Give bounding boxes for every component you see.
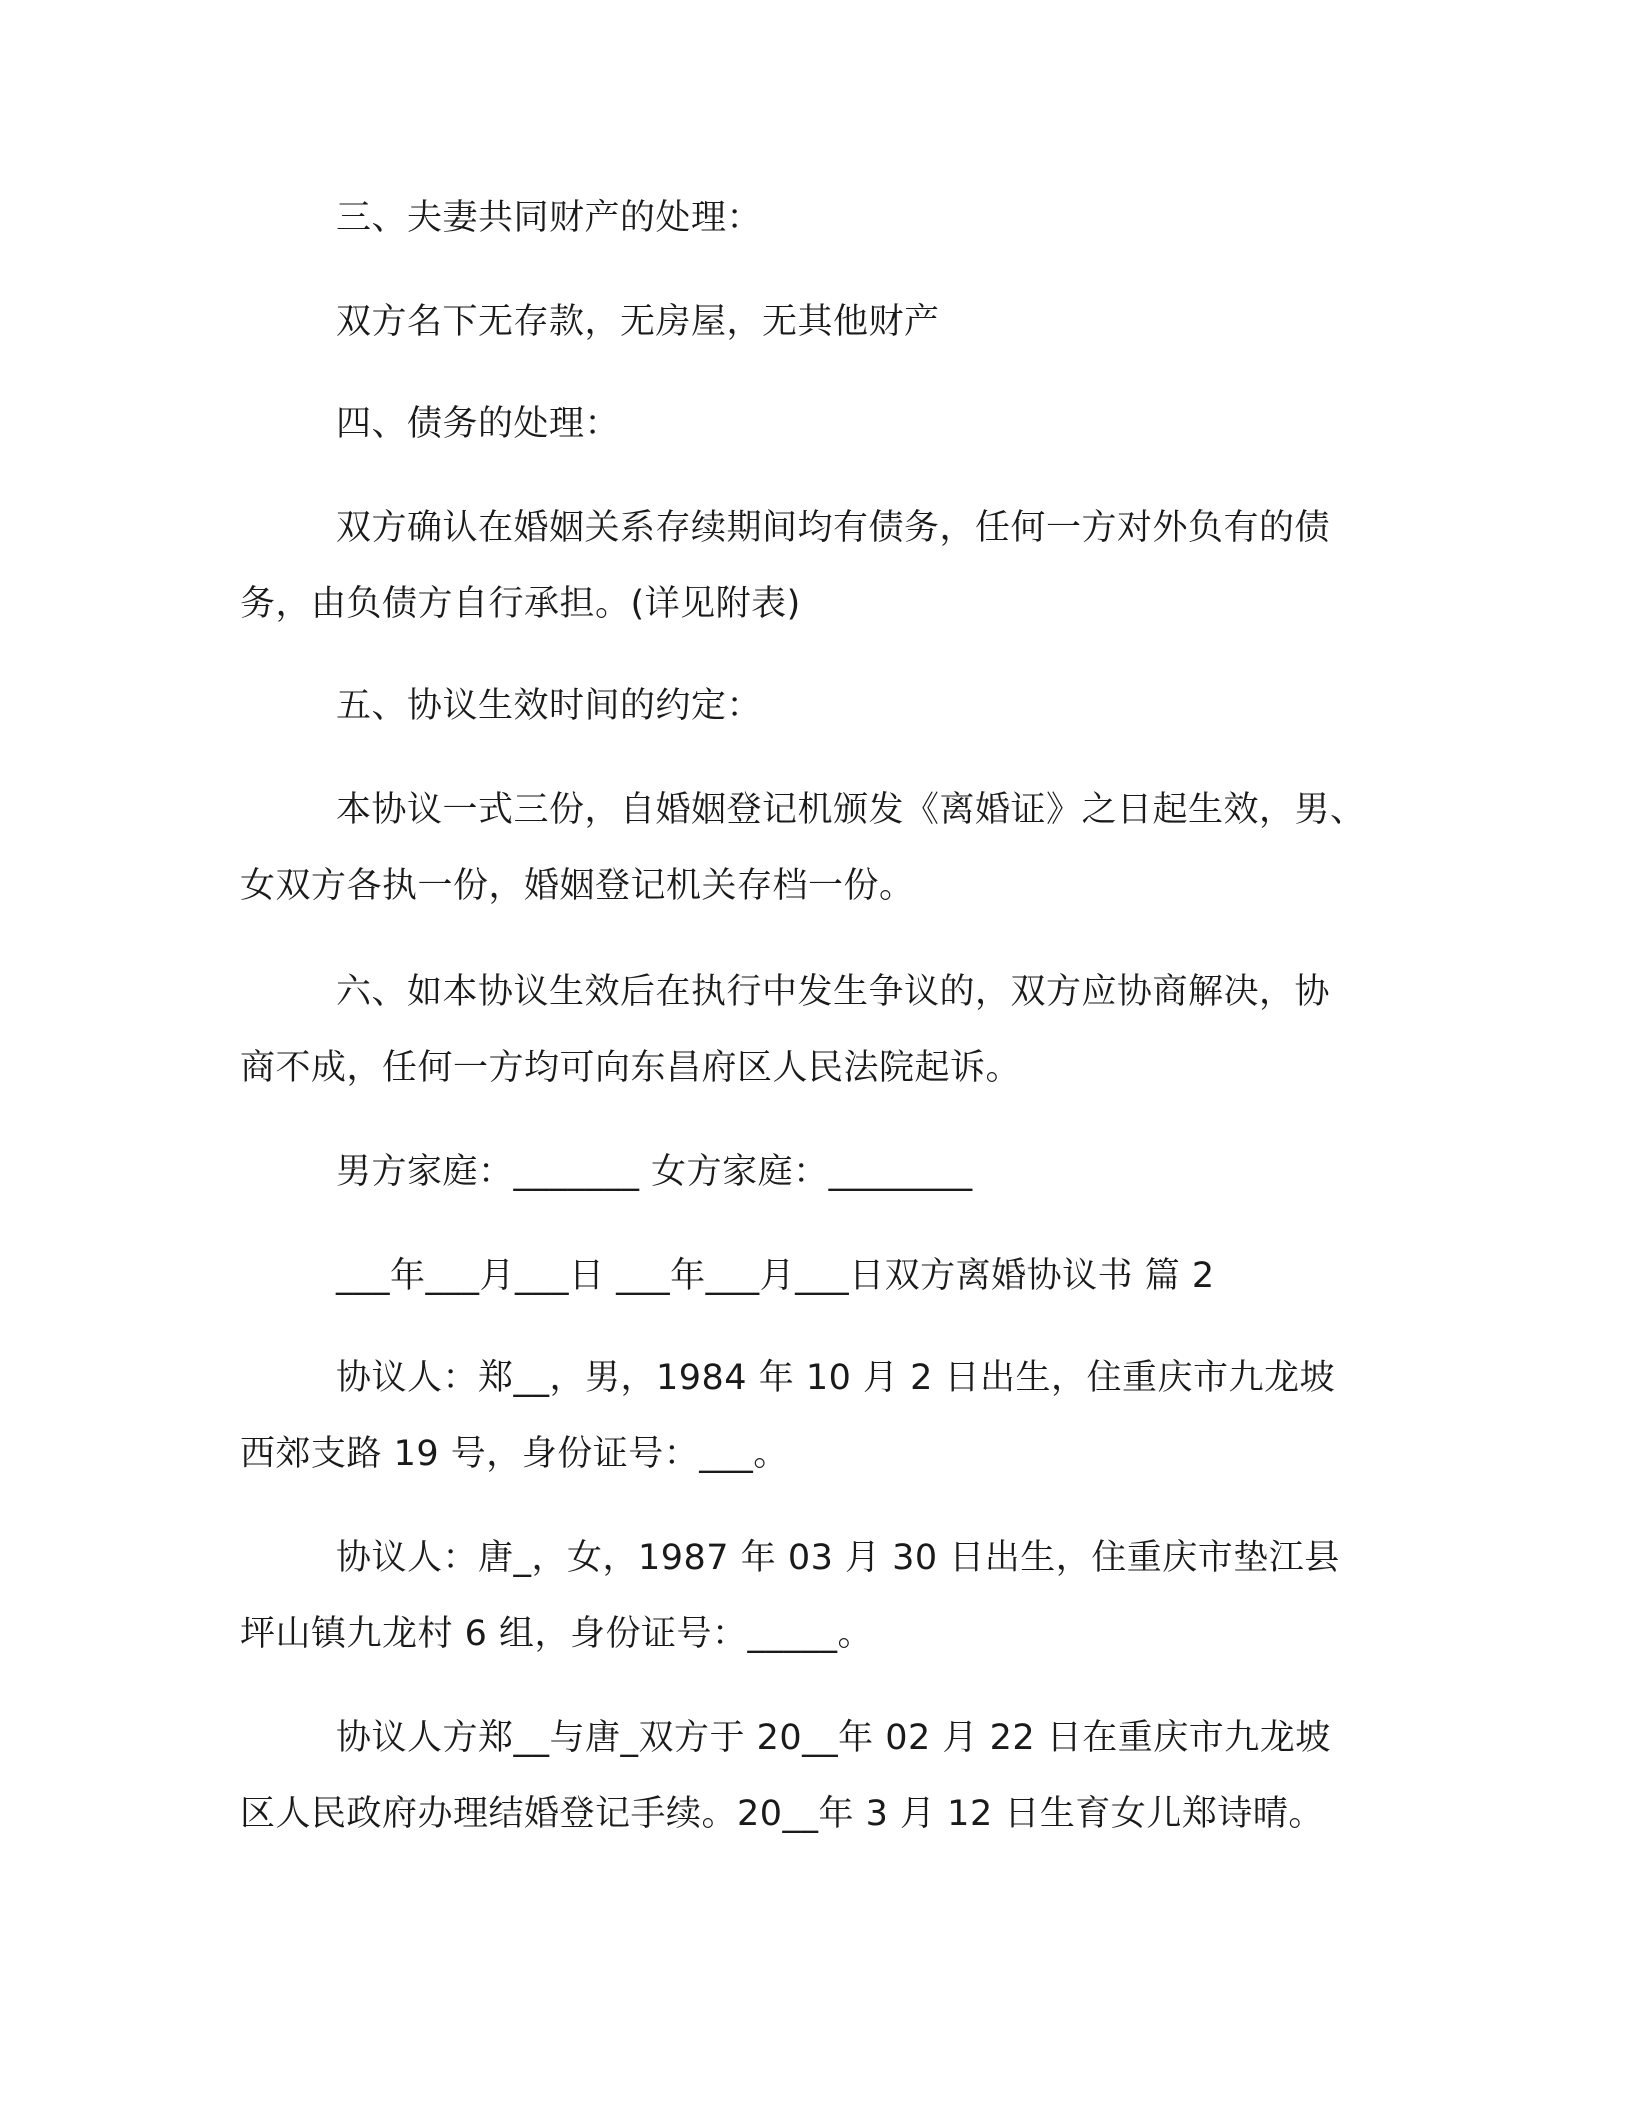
signature-line: 男方家庭：_______ 女方家庭：________ [336, 1152, 973, 1192]
paragraph-line: 西郊支路 19 号，身份证号：___。 [240, 1434, 789, 1474]
section-heading-property: 三、夫妻共同财产的处理： [336, 198, 763, 238]
paragraph-property: 双方名下无存款，无房屋，无其他财产 [336, 302, 940, 342]
paragraph-dispute [240, 954, 1420, 1106]
section-heading-effective: 五、协议生效时间的约定： [336, 686, 763, 726]
paragraph-line: 女双方各执一份，婚姻登记机关存档一份。 [240, 866, 915, 906]
paragraph-line: 务，由负债方自行承担。(详见附表) [240, 584, 801, 624]
date-line: ___年___月___日 ___年___月___日双方离婚协议书 篇 2 [336, 1256, 1215, 1296]
paragraph-debt [240, 490, 1420, 642]
paragraph-line: 协议人：唐_，女，1987 年 03 月 30 日出生，住重庆市垫江县 [336, 1538, 1340, 1578]
paragraph-line: 协议人方郑__与唐_双方于 20__年 02 月 22 日在重庆市九龙坡 [336, 1718, 1331, 1758]
paragraph-marriage [240, 1700, 1420, 1852]
paragraph-line: 六、如本协议生效后在执行中发生争议的，双方应协商解决，协 [336, 972, 1331, 1012]
paragraph-line: 双方确认在婚姻关系存续期间均有债务，任何一方对外负有的债 [336, 508, 1331, 548]
paragraph-party-2 [240, 1520, 1420, 1672]
paragraph-line: 坪山镇九龙村 6 组，身份证号：_____。 [240, 1614, 874, 1654]
section-heading-debt: 四、债务的处理： [336, 404, 621, 444]
paragraph-line: 本协议一式三份，自婚姻登记机颁发《离婚证》之日起生效，男、 [336, 790, 1366, 830]
paragraph-line: 协议人：郑__，男，1984 年 10 月 2 日出生，住重庆市九龙坡 [336, 1358, 1336, 1398]
paragraph-effective [240, 772, 1420, 924]
paragraph-line: 区人民政府办理结婚登记手续。20__年 3 月 12 日生育女儿郑诗晴。 [240, 1794, 1324, 1834]
paragraph-line: 商不成，任何一方均可向东昌府区人民法院起诉。 [240, 1048, 1022, 1088]
paragraph-party-1 [240, 1340, 1420, 1492]
